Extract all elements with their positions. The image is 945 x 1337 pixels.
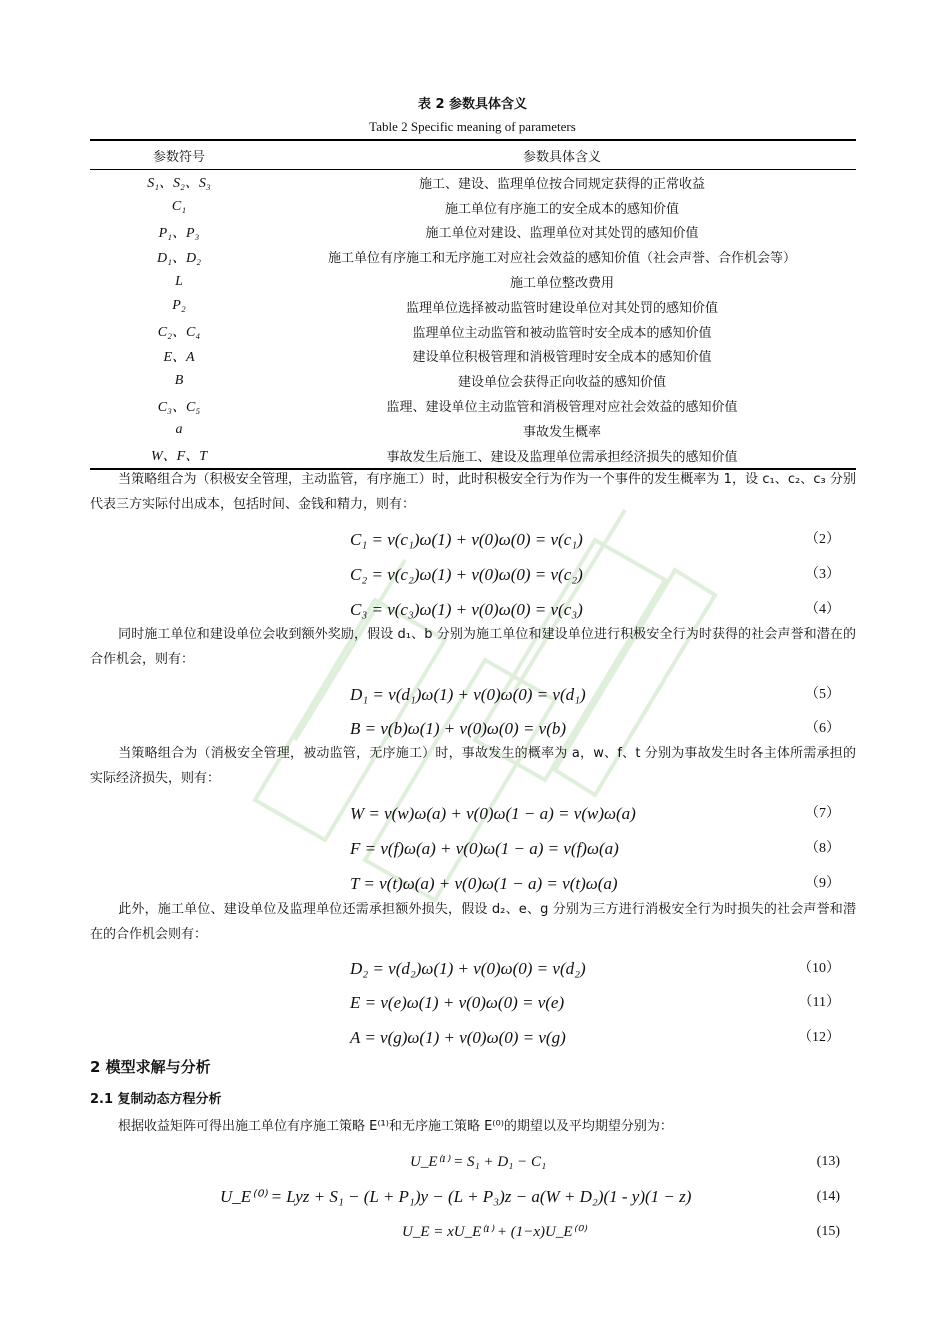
paragraph-text: 当策略组合为（积极安全管理，主动监管，有序施工）时，此时积极安全行为作为一个事件的发生概率为 1，设 c₁、c₂、c₃ 分别代表三方实际付出成本，包括时间、金钱和精力，则有： (90, 472, 856, 512)
equation-number: （11） (798, 995, 840, 1010)
meaning-cell: 建设单位积极管理和消极管理时安全成本的感知价值 (412, 350, 712, 366)
paragraph-text: 此外，施工单位、建设单位及监理单位还需承担额外损失，假设 d₂、e、g 分别为三方进行消极安全行为时损失的社会声誉和潜在的合作机会则有： (90, 902, 856, 942)
paragraph-text: 当策略组合为（消极安全管理，被动监管，无序施工）时，事故发生的概率为 a，w、f、t 分别为事故发生时各主体所需承担的实际经济损失，则有： (90, 746, 856, 786)
equation-formula: T = v(t)ω(a) + v(0)ω(1 − a) = v(t)ω(a) (350, 874, 618, 893)
equation (0, 870, 945, 898)
table-row (90, 393, 856, 418)
equation-formula: W = v(w)ω(a) + v(0)ω(1 − a) = v(w)ω(a) (350, 804, 636, 823)
symbol-cell: L (175, 273, 183, 289)
subsection-heading: 2.1 复制动态方程分析 (90, 1092, 222, 1107)
equation-number: （7） (805, 806, 840, 821)
table-caption-cn: 表 2 参数具体含义 (417, 97, 528, 112)
table-caption-en: Table 2 Specific meaning of parameters (369, 119, 576, 134)
equation-number: （3） (805, 567, 840, 582)
column-header-symbol: 参数符号 (90, 140, 268, 170)
meaning-cell: 事故发生后施工、建设及监理单位需承担经济损失的感知价值 (268, 443, 856, 469)
equation-number: （8） (805, 841, 840, 856)
equation-number: （5） (805, 687, 840, 702)
equation-formula: C₁ = v(c₁)ω(1) + v(0)ω(0) = v(c₁) (350, 530, 583, 549)
symbol-cell: E、A (163, 349, 195, 365)
symbol-cell: a (175, 422, 183, 438)
column-header-meaning: 参数具体含义 (268, 140, 856, 170)
equation-formula: B = v(b)ω(1) + v(0)ω(0) = v(b) (350, 719, 567, 738)
parameters-table (90, 139, 856, 470)
equation-formula: E = v(e)ω(1) + v(0)ω(0) = v(e) (350, 993, 565, 1012)
equation-number: （6） (805, 721, 840, 736)
equation (0, 800, 945, 828)
equation-formula: F = v(f)ω(a) + v(0)ω(1 − a) = v(f)ω(a) (350, 839, 619, 858)
meaning-cell: 施工单位有序施工的安全成本的感知价值 (444, 201, 679, 217)
meaning-cell: 施工单位整改费用 (509, 276, 614, 292)
equation-number: （12） (798, 1030, 840, 1045)
paragraph (90, 1114, 856, 1139)
equation-number: (13) (816, 1154, 840, 1169)
meaning-cell: 施工、建设、监理单位按合同规定获得的正常收益 (418, 176, 705, 192)
paragraph (90, 741, 856, 791)
table-row (90, 269, 856, 294)
equation-formula: U_E = xU_E⁽¹⁾ + (1−x)U_E⁽⁰⁾ (402, 1224, 586, 1240)
equation-formula: D₂ = v(d₂)ω(1) + v(0)ω(0) = v(d₂) (350, 959, 586, 978)
symbol-cell: S₁、S₂、S₃ (147, 176, 211, 192)
table-row (90, 368, 856, 393)
table-row (90, 220, 856, 245)
symbol-cell: P₁、P₃ (158, 225, 200, 241)
symbol-cell: C₂、C₄ (157, 325, 201, 341)
table-row (90, 195, 856, 220)
meaning-cell: 建设单位会获得正向收益的感知价值 (457, 375, 666, 391)
paragraph (90, 897, 856, 947)
equation-formula: U_E⁽¹⁾ = S₁ + D₁ − C₁ (410, 1154, 547, 1170)
equation (0, 835, 945, 863)
equation-formula: C₂ = v(c₂)ω(1) + v(0)ω(0) = v(c₂) (350, 565, 583, 584)
equation-number: (14) (816, 1189, 840, 1204)
symbol-cell: W、F、T (90, 443, 268, 469)
symbol-cell: C₃、C₅ (157, 399, 201, 415)
equation-formula: C₃ = v(c₃)ω(1) + v(0)ω(0) = v(c₃) (350, 600, 583, 619)
meaning-cell: 监理、建设单位主动监管和消极管理对应社会效益的感知价值 (386, 400, 738, 416)
paragraph (90, 622, 856, 672)
meaning-cell: 施工单位对建设、监理单位对其处罚的感知价值 (425, 226, 699, 242)
table-header-row (90, 140, 856, 170)
equation (0, 955, 945, 983)
table-row (90, 170, 856, 195)
equation-number: （4） (805, 602, 840, 617)
meaning-cell: 监理单位选择被动监管时建设单位对其处罚的感知价值 (405, 300, 718, 316)
symbol-cell: B (174, 372, 184, 388)
table-row (90, 344, 856, 369)
symbol-cell: D₁、D₂ (157, 250, 201, 266)
equation (0, 1148, 945, 1176)
equation-formula: U_E⁽⁰⁾ = Lyz + S₁ − (L + P₁)y − (L + P₃)z − a(W + D₂)(1 - y)(1 − z) (220, 1187, 692, 1206)
equation-number: （9） (805, 876, 840, 891)
equation (0, 526, 945, 554)
equation (0, 681, 945, 709)
equation (0, 1024, 945, 1052)
meaning-cell: 监理单位主动监管和被动监管时安全成本的感知价值 (412, 325, 712, 341)
equation-number: （2） (805, 532, 840, 547)
equation-number: (15) (816, 1224, 840, 1239)
paragraph-text: 根据收益矩阵可得出施工单位有序施工策略 E⁽¹⁾和无序施工策略 E⁽⁰⁾的期望以及平均期望分别为： (118, 1119, 673, 1134)
equation-number: （10） (798, 961, 840, 976)
table-row (90, 294, 856, 319)
paragraph (90, 467, 856, 517)
equation (0, 715, 945, 743)
equation (0, 596, 945, 624)
table-row (90, 443, 856, 469)
equation-formula: A = v(g)ω(1) + v(0)ω(0) = v(g) (350, 1028, 566, 1047)
table-row (90, 319, 856, 344)
paragraph-text: 同时施工单位和建设单位会收到额外奖励，假设 d₁、b 分别为施工单位和建设单位进行积极安全行为时获得的社会声誉和潜在的合作机会，则有： (90, 627, 856, 667)
section-heading: 2 模型求解与分析 (90, 1058, 211, 1076)
equation (0, 1218, 945, 1246)
equation-formula: D₁ = v(d₁)ω(1) + v(0)ω(0) = v(d₁) (350, 685, 586, 704)
meaning-cell: 施工单位有序施工和无序施工对应社会效益的感知价值（社会声誉、合作机会等） (327, 251, 796, 267)
symbol-cell: C₁ (171, 199, 187, 215)
table-row (90, 418, 856, 443)
equation (0, 989, 945, 1017)
meaning-cell: 事故发生概率 (522, 424, 601, 440)
symbol-cell: P₂ (172, 298, 186, 314)
equation (0, 561, 945, 589)
table-row (90, 244, 856, 269)
equation (0, 1183, 945, 1211)
